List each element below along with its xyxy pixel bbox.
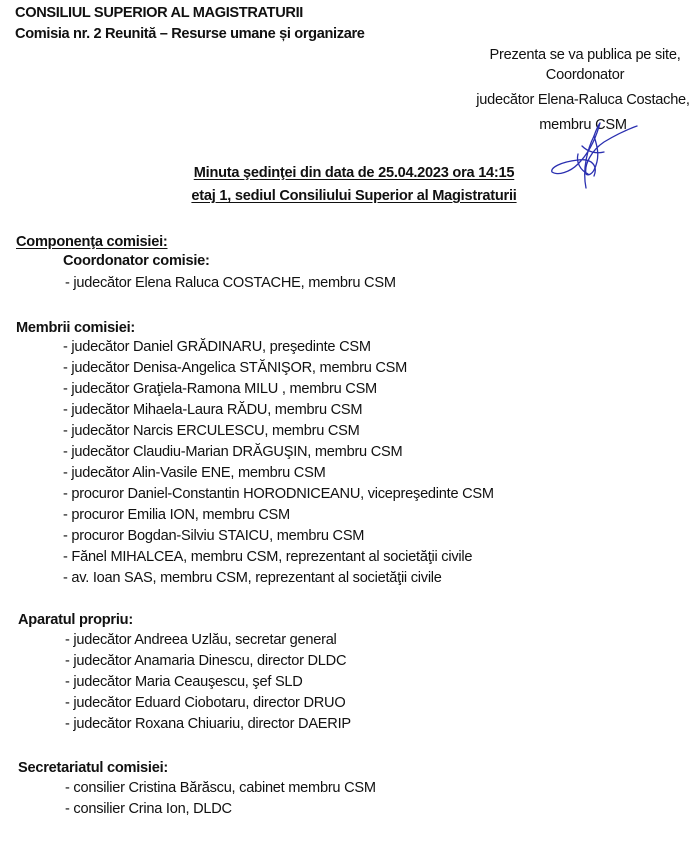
member-item: - judecător Claudiu-Marian DRĂGUŞIN, membru CSM xyxy=(63,444,403,460)
coordinator-role: membru CSM xyxy=(539,117,627,133)
member-item: - Fănel MIHALCEA, membru CSM, reprezentant al societăţii civile xyxy=(63,549,473,565)
coordinator-heading: Coordonator comisie: xyxy=(63,253,210,269)
secretariat-item: - consilier Cristina Bărăscu, cabinet membru CSM xyxy=(65,780,376,796)
member-item: - judecător Narcis ERCULESCU, membru CSM xyxy=(63,423,360,439)
handwritten-signature xyxy=(548,118,638,190)
staff-item: - judecător Andreea Uzlău, secretar general xyxy=(65,632,337,648)
member-item: - judecător Alin-Vasile ENE, membru CSM xyxy=(63,465,326,481)
member-item: - procuror Bogdan-Silviu STAICU, membru CSM xyxy=(63,528,365,544)
minutes-title: Minuta şedinţei din data de 25.04.2023 ora 14:15 xyxy=(193,165,515,181)
members-heading: Membrii comisiei: xyxy=(16,320,136,336)
member-item: - judecător Daniel GRĂDINARU, preşedinte CSM xyxy=(63,339,371,355)
staff-item: - judecător Maria Ceauşescu, şef SLD xyxy=(65,674,303,690)
member-item: - judecător Graţiela-Ramona MILU , membru CSM xyxy=(63,381,377,397)
composition-heading: Componenţa comisiei: xyxy=(16,234,168,250)
staff-item: - judecător Anamaria Dinescu, director DLDC xyxy=(65,653,347,669)
member-item: - judecător Mihaela-Laura RĂDU, membru CSM xyxy=(63,402,363,418)
coordinator-item: - judecător Elena Raluca COSTACHE, membru CSM xyxy=(65,275,396,291)
secretariat-item: - consilier Crina Ion, DLDC xyxy=(65,801,232,817)
member-item: - procuror Emilia ION, membru CSM xyxy=(63,507,290,523)
member-item: - av. Ioan SAS, membru CSM, reprezentant al societăţii civile xyxy=(63,570,442,586)
staff-item: - judecător Roxana Chiuariu, director DAERIP xyxy=(65,716,351,732)
secretariat-heading: Secretariatul comisiei: xyxy=(18,760,168,776)
coordinator-name: judecător Elena-Raluca Costache, xyxy=(476,92,690,108)
member-item: - judecător Denisa-Angelica STĂNIŞOR, membru CSM xyxy=(63,360,408,376)
institution-name: CONSILIUL SUPERIOR AL MAGISTRATURII xyxy=(15,5,304,21)
publish-note: Prezenta se va publica pe site, xyxy=(489,47,681,63)
commission-name: Comisia nr. 2 Reunită – Resurse umane și organizare xyxy=(15,26,365,42)
coordinator-label: Coordonator xyxy=(545,67,625,83)
member-item: - procuror Daniel-Constantin HORODNICEANU, vicepreşedinte CSM xyxy=(63,486,494,502)
staff-item: - judecător Eduard Ciobotaru, director DRUO xyxy=(65,695,346,711)
minutes-location: etaj 1, sediul Consiliului Superior al Magistraturii xyxy=(191,188,517,204)
staff-heading: Aparatul propriu: xyxy=(18,612,133,628)
